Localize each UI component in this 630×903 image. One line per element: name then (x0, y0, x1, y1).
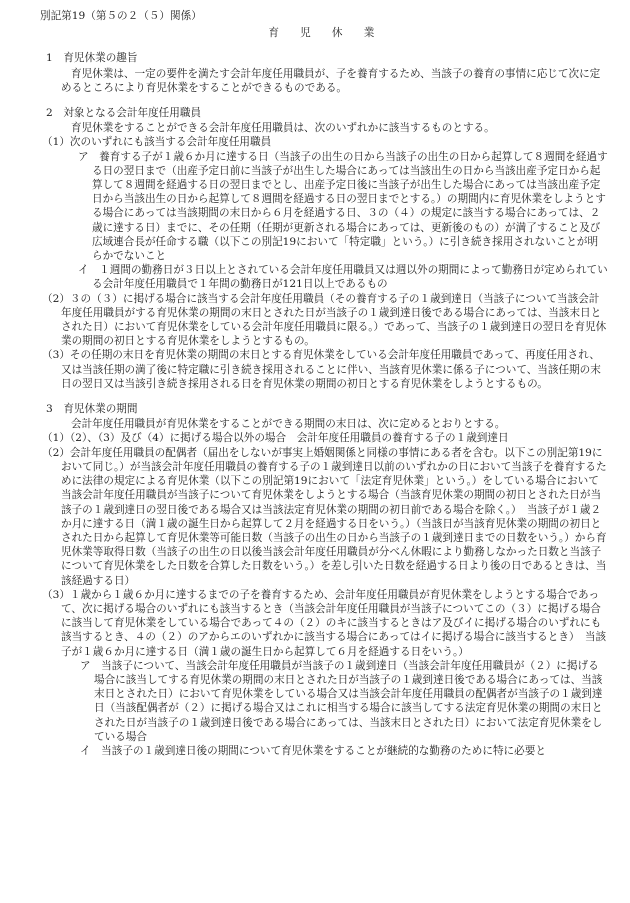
section-leave-period (40, 402, 608, 758)
paragraph: 会計年度任用職員が育児休業をすることができる期間の末日は、次に定めるとおりとする。 (71, 418, 506, 431)
sub-list-item: ア 養育する子が１歳６か月に達する日（当該子の出生の日から当該子の出生の日から起算して８週間を経過する日の翌日まで（出産予定日前に当該子が出生した場合にあっては当該出生の日から当該出産予定日から起算して８週間を経過する日の翌日までとし、出産予定日後に当該子が出生した場合にあっては当該出産予定日から当該出生の日から起算して８週間を経過する日の翌日までとする。）の期間内に育児休業をしようとする場合にあっては当該期間の末日から６月を経過する日、３の（４）の規定に該当する場合にあっては、２歳に達する日）までに、その任期（任期が更新される場合にあっては、更新後のもの）が満了すること及び広域連合長が任命する職（以下この別記19において「特定職」という。）に引き続き採用されないことが明らかでないこと (78, 150, 608, 263)
section-eligible-staff (40, 106, 608, 391)
reference-header: 別記第19（第５の２（５）関係） (40, 10, 202, 22)
list-item: （1）（2）、（3）及び（4）に掲げる場合以外の場合 会計年度任用職員の養育する子の１歳到達日 (42, 432, 509, 445)
sub-list-item: イ １週間の勤務日が３日以上とされている会計年度任用職員又は週以外の期間によって勤務日が定められている会計年度任用職員で１年間の勤務日が121日以上であるもの (78, 264, 608, 291)
page-title: 育 児 休 業 (268, 27, 380, 40)
section-purpose (40, 51, 608, 95)
section-heading: 2 対象となる会計年度任用職員 (46, 107, 202, 120)
section-heading: 1 育児休業の趣旨 (46, 52, 138, 65)
list-item: （3）その任期の末日を育児休業の期間の末日とする育児休業をしている会計年度任用職員であって、再度任用され、又は当該任期の満了後に特定職に引き続き採用されることに伴い、当該育児休業に係る子について、当該任期の末日の翌日又は当該引き続き採用される日を育児休業の期間の初日とする育児休業をしようとするもの。 (42, 349, 601, 390)
list-item: （1）次のいずれにも該当する会計年度任用職員 (42, 136, 272, 149)
sub-list-item: イ 当該子の１歳到達日後の期間について育児休業をすることが継続的な勤務のために特に必要と (80, 744, 546, 757)
list-item: （2）会計年度任用職員の配偶者（届出をしないが事実上婚姻関係と同様の事情にある者を含む。以下この別記第19において同じ。）が当該会計年度任用職員の養育する子の１歳到達日以前のいずれかの日において当該子を養育するために法律の規定による育児休業（以下この別記第19において「法定育児休業」という。）をしている場合において当該会計年度任用職員が当該子について育児休業をしようとする場合（当該育児休業の期間の初日とされた日が当該子の１歳到達日の翌日後である場合又は当該法定育児休業の期間の初日前である場合を除く。） 当該子が１歳２か月に達する日（満１歳の誕生日から起算して２月を経過する日をいう。）（当該日が当該育児休業の期間の初日とされた日から起算して育児休業等可能日数（当該子の出生の日から当該子の１歳到達日までの日数をいう。）から育児休業等取得日数（当該子の出生の日以後当該会計年度任用職員が分べん休暇により勤務しなかった日数と当該子について育児休業をした日数を合算した日数をいう。）を差し引いた日数を経過する日より後の日であるときは、当該経過する日） (42, 446, 607, 587)
list-item: （3）１歳から１歳６か月に達するまでの子を養育するため、会計年度任用職員が育児休業をしようとする場合であって、次に掲げる場合のいずれにも該当するとき（当該会計年度任用職員が当該子についてこの（３）に掲げる場合に該当して育児休業をしている場合であって４の（２）のキに該当するときはア及びイに掲げる場合のいずれにも該当するとき、４の（２）のアからエのいずれかに該当する場合にあってはイに掲げる場合に該当するとき） 当該子が１歳６か月に達する日（満１歳の誕生日から起算して６月を経過する日をいう。） (42, 588, 607, 658)
section-heading: 3 育児休業の期間 (46, 403, 138, 416)
paragraph: 育児休業をすることができる会計年度任用職員は、次のいずれかに該当するものとする。 (71, 122, 495, 135)
list-item: （2）３の（３）に掲げる場合に該当する会計年度任用職員（その養育する子の１歳到達日（当該子について当該会計年度任用職員がする育児休業の期間の末日とされた日が当該子の１歳到達日後である場合にあっては、当該末日とされた日）において育児休業をしている会計年度任用職員に限る。）であって、当該子の１歳到達日の翌日を育児休業の期間の初日とする育児休業をしようとするもの。 (42, 292, 607, 348)
paragraph: 育児休業は、一定の要件を満たす会計年度任用職員が、子を養育するため、当該子の養育の事情に応じて次に定めるところにより育児休業をすることができるものである。 (61, 67, 601, 94)
sub-list-item: ア 当該子について、当該会計年度任用職員が当該子の１歳到達日（当該会計年度任用職員が（２）に掲げる場合に該当してする育児休業の期間の末日とされた日が当該子の１歳到達日後である場合にあっては、当該末日とされた日）において育児休業をしている場合又は当該会計年度任用職員の配偶者が当該子の１歳到達日（当該配偶者が（２）に掲げる場合又はこれに相当する場合に該当してする法定育児休業の期間の末日とされた日が当該子の１歳到達日後である場合にあっては、当該末日とされた日）において法定育児休業をしている場合 (80, 659, 603, 743)
